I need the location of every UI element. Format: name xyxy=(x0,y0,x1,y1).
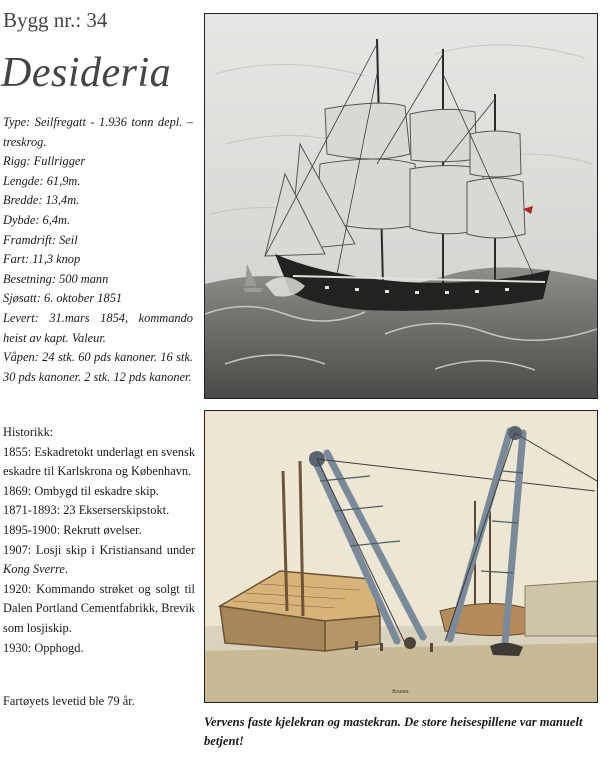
crane-illustration xyxy=(204,410,598,703)
history-entry: 1869: Ombygd til eskadre skip. xyxy=(3,483,159,498)
spec-bredde: Bredde: 13,4m. xyxy=(3,193,80,208)
spec-framdrift: Framdrift: Seil xyxy=(3,232,78,247)
history-entry: 1855: Eskadretokt underlagt en svensk eskadre til Karlskrona og København. xyxy=(3,444,196,479)
history-heading: Historikk: xyxy=(3,425,54,439)
history-entry: 1920: Kommando strøket og solgt til Dalen Portland Cementfabrikk, Brevik som losjiskip. xyxy=(3,581,196,635)
spec-sjosatt: Sjøsatt: 6. oktober 1851 xyxy=(3,291,123,306)
history-entry: 1930: Opphogd. xyxy=(3,640,84,655)
history-1907-suffix: . xyxy=(64,562,68,577)
spec-type: Type: Seilfregatt - 1.936 tonn depl. – treskrog. xyxy=(3,115,193,149)
lifetime-note: Fartøyets levetid ble 79 år. xyxy=(3,694,135,708)
history-entry: 1895-1900: Rekrutt øvelser. xyxy=(3,522,142,537)
history-entry: 1871-1893: 23 Ekserserskipstokt. xyxy=(3,503,170,518)
ship-name-kong-sverre: Kong Sverre xyxy=(3,562,65,577)
history-entry-1907 xyxy=(3,541,195,580)
history-section xyxy=(3,423,195,658)
spec-dybde: Dybde: 6,4m. xyxy=(3,212,71,227)
spec-fart: Fart: 11,3 knop xyxy=(3,252,81,267)
crane-image-label: Kraner. xyxy=(392,689,410,695)
crane-caption: Vervens faste kjelekran og mastekran. De store heisespillene var manuelt betjent! xyxy=(204,715,583,748)
ship-illustration xyxy=(204,13,598,399)
spec-levert: Levert: 31.mars 1854, kommando heist av kapt. Valeur. xyxy=(3,310,193,345)
spec-vapen: Våpen: 24 stk. 60 pds kanoner. 16 stk. 30 pds kanoner. 2 stk. 12 pds kanoner. xyxy=(3,350,193,384)
spec-besetning: Besetning: 500 mann xyxy=(3,271,109,286)
spec-rigg: Rigg: Fullrigger xyxy=(3,154,86,169)
building-number: Bygg nr.: 34 xyxy=(3,8,108,32)
history-1907-text: 1907: Losji skip i Kristiansand under xyxy=(3,542,195,557)
spec-lengde: Lengde: 61,9m. xyxy=(3,173,81,188)
ship-name: Desideria xyxy=(1,50,172,96)
specifications xyxy=(3,113,193,387)
